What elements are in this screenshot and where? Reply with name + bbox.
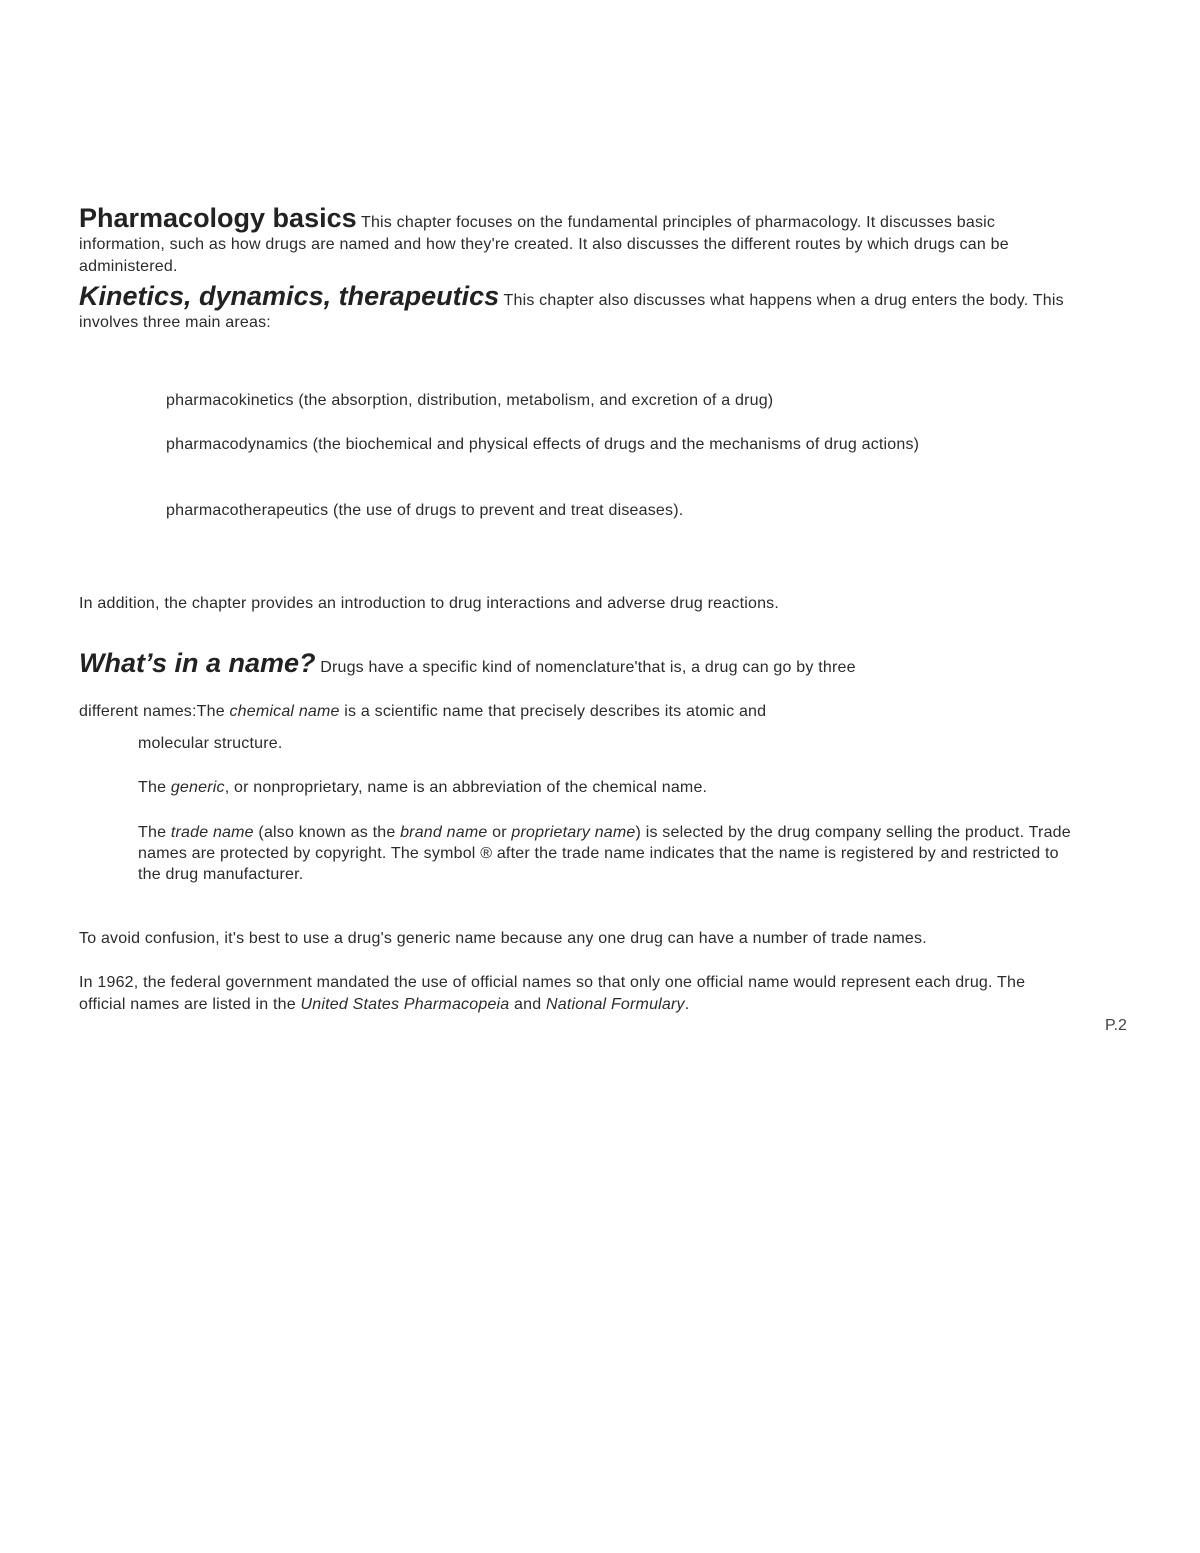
chemical-lead-text: different names:The bbox=[79, 703, 230, 720]
generic-rest-text: , or nonproprietary, name is an abbreviation of the chemical name. bbox=[224, 779, 708, 796]
term-chemical-name: chemical name bbox=[229, 703, 340, 720]
list-item-pharmacotherapeutics: pharmacotherapeutics (the use of drugs to prevent and treat diseases). bbox=[166, 502, 684, 519]
heading-whats-in-a-name: What’s in a name? bbox=[79, 648, 316, 678]
paragraph-nomenclature: Drugs have a specific kind of nomenclature'that is, a drug can go by three bbox=[315, 659, 856, 676]
chemical-continuation: molecular structure. bbox=[138, 735, 283, 752]
title-usp: United States Pharmacopeia bbox=[300, 996, 510, 1013]
paragraph-generic-name bbox=[138, 777, 1078, 798]
paragraph-official-names bbox=[79, 972, 1039, 1016]
paragraph-confusion: To avoid confusion, it's best to use a drug's generic name because any one drug can have a number of trade names. bbox=[79, 930, 927, 947]
paragraph-pharmacology-basics: This chapter focuses on the fundamental principles of pharmacology. It discusses basic information, such as how drugs are named and how they're created. It also discusses the different routes by which drugs can be administered. bbox=[79, 214, 1009, 275]
term-trade-name: trade name bbox=[170, 824, 254, 841]
term-proprietary-name: proprietary name bbox=[511, 824, 636, 841]
paragraph-trade-name bbox=[138, 822, 1078, 885]
heading-kinetics: Kinetics, dynamics, therapeutics bbox=[79, 281, 500, 311]
list-item-pharmacokinetics: pharmacokinetics (the absorption, distribution, metabolism, and excretion of a drug) bbox=[166, 392, 774, 409]
paragraph-chemical-name bbox=[79, 701, 1079, 723]
section-whats-in-a-name bbox=[79, 648, 1079, 679]
official-and-text: and bbox=[509, 996, 546, 1013]
heading-pharmacology-basics: Pharmacology basics bbox=[79, 203, 357, 233]
generic-lead-text: The bbox=[138, 779, 171, 796]
page-number: P.2 bbox=[1105, 1017, 1127, 1034]
chemical-rest-text: is a scientific name that precisely describes its atomic and bbox=[339, 703, 767, 720]
trade-mid-text: (also known as the bbox=[253, 824, 401, 841]
section-pharmacology-basics bbox=[79, 203, 1079, 278]
official-text: In 1962, the federal government mandated the use of official names so that only one official name would represent each drug. The official names are listed in the bbox=[79, 974, 1026, 1013]
paragraph-kinetics: This chapter also discusses what happens when a drug enters the body. This involves three main areas: bbox=[79, 292, 1064, 331]
list-item-pharmacodynamics: pharmacodynamics (the biochemical and physical effects of drugs and the mechanisms of drug actions) bbox=[166, 436, 920, 453]
term-generic: generic bbox=[170, 779, 225, 796]
section-kinetics bbox=[79, 281, 1079, 334]
trade-rest-text: ) is selected by the drug company selling the product. Trade names are protected by copyright. The symbol ® after the trade name indicates that the name is registered by and restricted to the drug manufacturer. bbox=[138, 824, 1071, 883]
official-end-text: . bbox=[684, 996, 690, 1013]
term-brand-name: brand name bbox=[400, 824, 488, 841]
trade-or-text: or bbox=[487, 824, 512, 841]
trade-lead-text: The bbox=[138, 824, 171, 841]
title-national-formulary: National Formulary bbox=[546, 996, 685, 1013]
paragraph-addition: In addition, the chapter provides an introduction to drug interactions and adverse drug reactions. bbox=[79, 595, 780, 612]
